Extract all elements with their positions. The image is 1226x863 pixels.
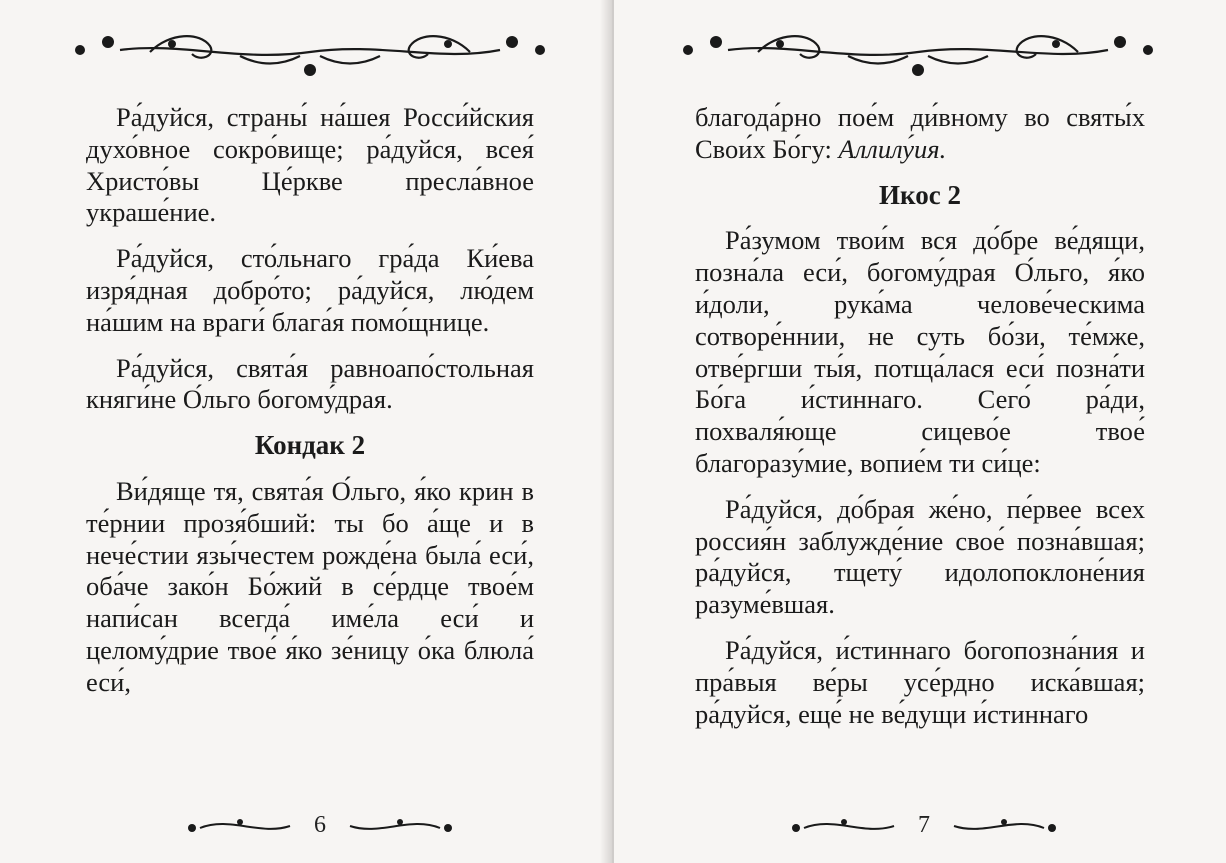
- page-footer: [180, 806, 460, 850]
- floral-header-ornament-icon: [668, 22, 1168, 82]
- right-page: [614, 0, 1226, 863]
- prayer-paragraph: Ра́зумом твои́м вся до́бре ве́дящи, позна́ла еси́, богому́драя О́льго, я́ко и́доли, рука́ма челове́ческима сотворе́ннии, не суть бо́зи, те́мже, отве́ргши ты́я, потща́лася еси́ позна́ти Бо́га и́стиннаго. Сего́ ра́ди, похваля́юще сицево́е твое́ благоразу́мие, вопие́м ти си́це:: [695, 225, 1145, 478]
- prayer-paragraph: Ви́дяще тя, свята́я О́льго, я́ко крин в те́рнии прозя́бший: ты бо а́ще и в нече́стии язы́честем рожде́на была́ еси́, оба́че зако́н Бо́жий в се́рдце твое́м напи́сан всегда́ име́ла еси́ и целому́дрие твое́ я́ко зе́ницу о́ка блюла́ еси́,: [86, 475, 534, 697]
- prayer-paragraph: Ра́дуйся, до́брая же́но, пе́рвее всех россия́н заблужде́ние свое́ позна́вшая; ра́дуйся, тщету́ идолопоклоне́ния разуме́вшая.: [695, 493, 1145, 620]
- prayer-paragraph: Ра́дуйся, сто́льнаго гра́да Ки́ева изря́дная добро́то; ра́дуйся, лю́дем на́шим на враги́ блага́я помо́щнице.: [86, 243, 534, 337]
- section-heading: Кондак 2: [254, 430, 366, 461]
- page-number: 6: [314, 812, 326, 838]
- continuation-text: благода́рно пое́м ди́вному во святы́х Свои́х Бо́гу:: [695, 102, 1145, 164]
- prayer-paragraph: [695, 102, 1145, 166]
- left-page: [0, 0, 612, 863]
- prayer-paragraph: Ра́дуйся, и́стиннаго богопозна́ния и пра́выя ве́ры усе́рдно иска́вшая; ра́дуйся, еще́ не ве́дущи и́стиннаго: [695, 634, 1145, 729]
- alleluia-refrain: Аллилу́ия.: [838, 133, 947, 164]
- right-page-text: [695, 102, 1145, 744]
- page-number: 7: [918, 812, 930, 838]
- floral-header-ornament-icon: [60, 22, 560, 82]
- left-page-text: [86, 102, 534, 713]
- page-footer: [784, 806, 1064, 850]
- prayer-paragraph: Ра́дуйся, свята́я равноапо́стольная княги́не О́льго богому́драя.: [86, 352, 534, 415]
- section-heading: Икос 2: [879, 179, 961, 210]
- prayer-paragraph: Ра́дуйся, страны́ на́шея Росси́йския духо́вное сокро́вище; ра́дуйся, всея́ Христо́вы Це́ркве пресла́вное украше́ние.: [86, 102, 534, 228]
